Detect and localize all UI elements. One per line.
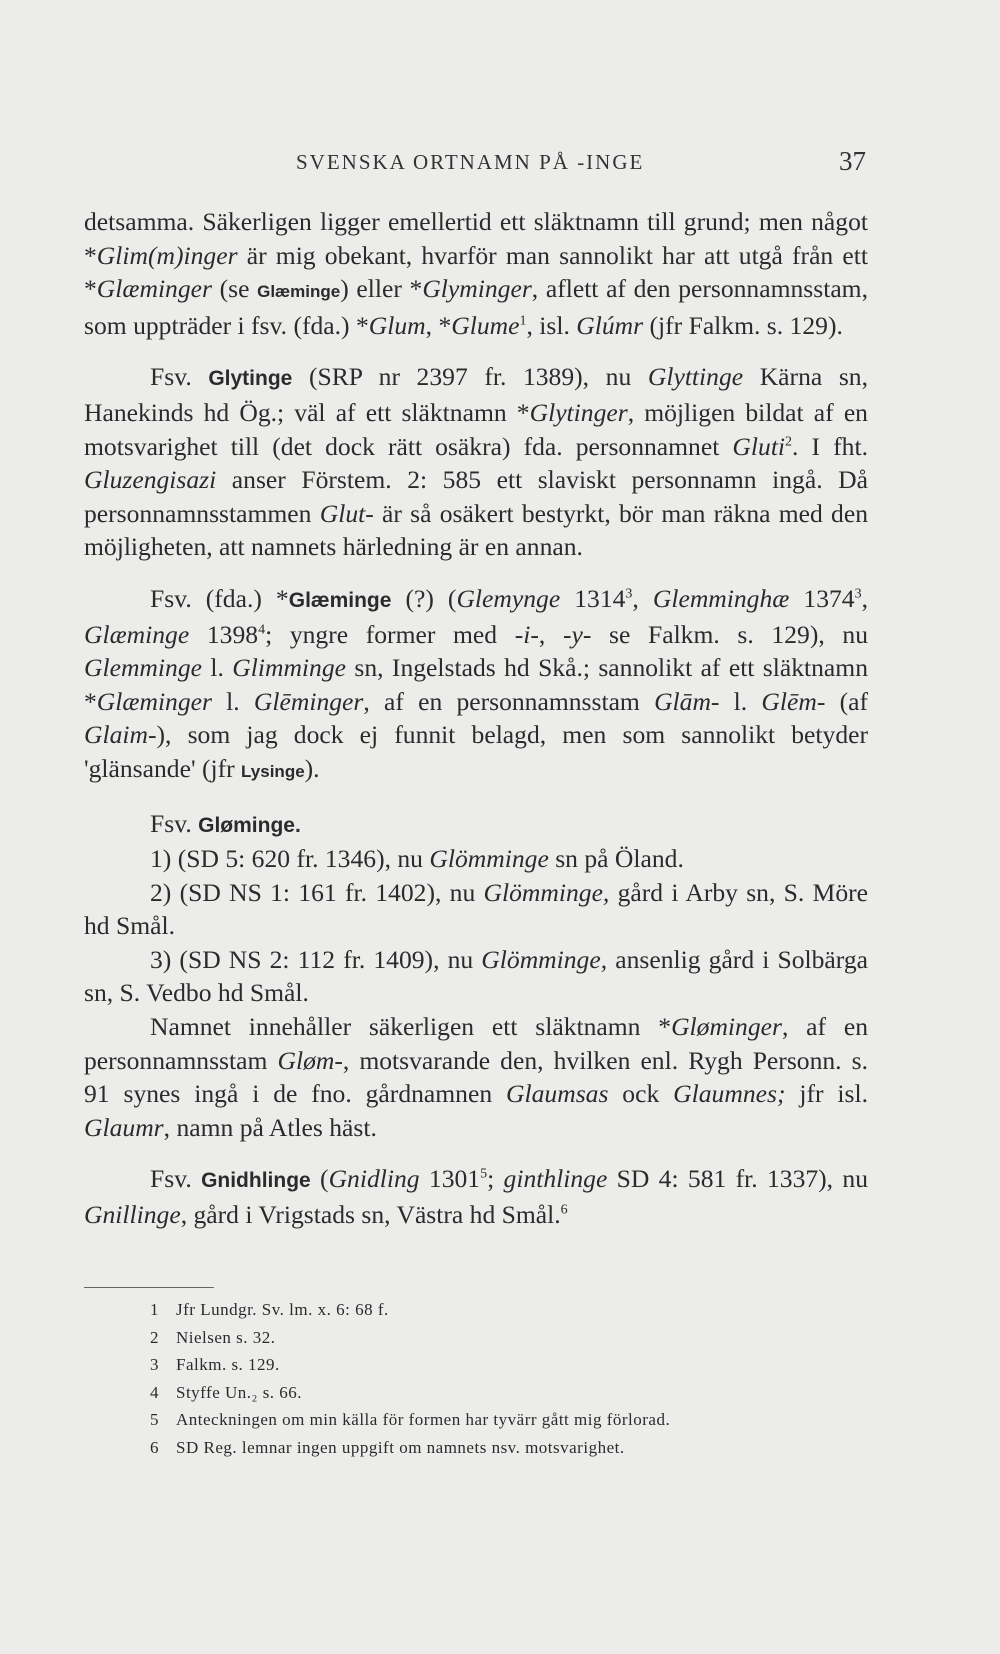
text-run: SD 4: 581 fr. 1337), nu [607, 1164, 868, 1194]
paragraph [84, 360, 868, 564]
italic-form: Glemminghæ [652, 583, 790, 613]
footnote-rule [84, 1287, 214, 1288]
paragraph [84, 943, 868, 1010]
text-run: ) eller * [340, 274, 423, 304]
footnote-marker: 2 [785, 434, 793, 450]
italic-form: Gnillinge [84, 1200, 181, 1230]
text-run: jfr isl. [785, 1079, 868, 1109]
paragraph [84, 582, 868, 789]
text-run: (jfr Falkm. s. 129). [643, 310, 843, 340]
italic-form: Glömminge, [483, 877, 610, 907]
text-run: ). [304, 753, 320, 783]
text-run: 1301 [419, 1164, 481, 1194]
text-run: , af en personnamnsstam [84, 1012, 868, 1075]
running-title: SVENSKA ORTNAMN PÅ -INGE [296, 150, 645, 174]
text-run: , * [425, 310, 452, 340]
italic-form: Glæminger [96, 274, 212, 304]
footnote-marker: 3 [854, 586, 862, 602]
italic-form: Glúmr [576, 310, 644, 340]
text-run: (?) ( [391, 583, 457, 613]
footnote-number: 5 [150, 1410, 159, 1429]
italic-form: Gnidling [328, 1164, 420, 1194]
italic-form: Glim(m)inger [96, 240, 238, 270]
italic-form: Glæminger [96, 686, 212, 716]
footnote-marker: 3 [625, 586, 633, 602]
text-run: detsamma. Säkerligen ligger emellertid ett släktnamn till grund; men något * [84, 207, 868, 270]
footnote-text: Styffe Un.₂ s. 66. [176, 1382, 303, 1402]
text-run: , aflett af den personnamnsstam, som uppträder i fsv. (fda.) * [84, 274, 868, 340]
text-run: , gård i Vrigstads sn, Västra hd Smål. [180, 1200, 561, 1230]
text-run: , motsvarande den, hvilken enl. Rygh Personn. s. 91 synes ingå i de fno. gårdnamnen [84, 1045, 868, 1109]
footnote-marker: 1 [519, 313, 527, 329]
footnote-text: Jfr Lundgr. Sv. lm. x. 6: 68 f. [176, 1300, 389, 1319]
text-run: Fsv. [150, 1164, 202, 1194]
text-run: l. [201, 653, 233, 683]
text-run: ock [608, 1079, 674, 1109]
text-run: (SRP nr 2397 fr. 1389), nu [292, 362, 648, 392]
cross-reference: Glæminge [257, 282, 341, 302]
cross-reference: Lysinge [241, 761, 305, 781]
text-run: ( [310, 1164, 329, 1194]
italic-form: Glemynge [456, 583, 561, 613]
italic-form: Glytinger [529, 397, 628, 427]
text-run: 1) (SD 5: 620 fr. 1346), nu [150, 844, 430, 874]
text-run: 1398 [189, 619, 259, 649]
footnote [150, 1406, 870, 1434]
italic-form: -i- [514, 619, 539, 649]
footnote-marker: 6 [560, 1202, 568, 1218]
text-run: Fsv. [150, 362, 209, 392]
italic-form: Glaumnes; [673, 1079, 786, 1109]
lemma-headword: Glæminge [288, 588, 392, 612]
text-run: 3) (SD NS 2: 112 fr. 1409), nu [150, 944, 482, 974]
text-run: l. [719, 686, 762, 716]
footnote-number: 3 [150, 1355, 159, 1374]
text-run: (af [825, 686, 868, 716]
footnote-text: Anteckningen om min källa för formen har tyvärr gått mig förlorad. [176, 1410, 671, 1429]
footnote-number: 6 [150, 1437, 159, 1457]
text-run: Fsv. [150, 808, 199, 838]
text-run: , [632, 583, 653, 613]
italic-form: Glemminge [84, 653, 202, 683]
italic-form: Glaumsas [506, 1079, 609, 1109]
text-run: gård i Arby sn, S. Möre hd Smål. [84, 877, 868, 941]
footnote-text: Nielsen s. 32. [176, 1327, 276, 1347]
italic-form: Glyminger [422, 274, 532, 304]
text-run: , [861, 583, 868, 613]
text-run: Namnet innehåller säkerligen ett släktnamn * [150, 1012, 672, 1042]
body-text [84, 205, 868, 1232]
footnote-marker: 4 [258, 622, 266, 637]
footnote-text: Falkm. s. 129. [176, 1355, 280, 1374]
footnotes [150, 1296, 870, 1461]
footnote-text: SD Reg. lemnar ingen uppgift om namnets nsv. motsvarighet. [176, 1437, 625, 1457]
italic-form: Glimminge [232, 653, 347, 683]
italic-form: -y- [562, 619, 592, 649]
text-run: ansenlig gård i Solbärga sn, S. Vedbo hd Smål. [84, 944, 868, 1008]
text-run: Fsv. (fda.) * [150, 583, 289, 613]
text-run: ; yngre former med [265, 619, 515, 649]
italic-form: Glæminge [84, 619, 190, 649]
lemma-headword: Gløminge. [198, 813, 301, 837]
text-run: 2) (SD NS 1: 161 fr. 1402), nu [150, 877, 484, 907]
text-run: sn på Öland. [548, 844, 684, 874]
text-run: 1314 [560, 583, 626, 613]
footnote-marker: 5 [480, 1166, 488, 1182]
italic-form: Glēm- [761, 686, 826, 716]
text-run: är mig obekant, hvarför man sannolikt har att utgå från ett * [84, 240, 868, 304]
italic-form: Glut- [319, 498, 374, 528]
italic-form: Glaim- [84, 720, 157, 750]
italic-form: Gluti [732, 431, 786, 461]
text-run: , [538, 619, 563, 649]
italic-form: Gluzengisazi [84, 465, 217, 495]
italic-form: Glume [451, 310, 520, 340]
italic-form: Glyttinge [647, 362, 744, 392]
lemma-headword: Gnidhlinge [201, 1169, 311, 1193]
page-number: 37 [839, 146, 866, 176]
italic-form: Gløm- [277, 1045, 343, 1075]
footnote [150, 1296, 870, 1324]
text-run: , namn på Atles häst. [163, 1112, 377, 1142]
footnote [150, 1351, 870, 1379]
italic-form: Glömminge, [481, 944, 608, 974]
paragraph [84, 205, 868, 342]
paragraph [84, 876, 868, 943]
text-run: 1374 [789, 583, 855, 613]
footnote-number: 2 [150, 1327, 159, 1347]
footnote [150, 1434, 870, 1462]
italic-form: Glaumr [84, 1112, 164, 1142]
italic-form: Glum [368, 310, 426, 340]
text-run: sn, Ingelstads hd Skå.; sannolikt af ett släktnamn * [84, 653, 868, 716]
italic-form: Glām- [654, 686, 720, 716]
footnote-number: 4 [150, 1382, 159, 1402]
text-run: anser Förstem. 2: 585 ett slaviskt personnamn ingå. Då personnamnsstammen [84, 465, 868, 528]
text-run: är så osäkert bestyrkt, bör man räkna med den möjligheten, att namnets härledning är en annan. [84, 498, 868, 562]
footnote [150, 1379, 870, 1407]
text-run: se Falkm. s. 129), nu [591, 619, 868, 649]
italic-form: Glömminge [429, 844, 549, 874]
running-header [84, 146, 866, 190]
italic-form: Glēminger [253, 686, 364, 716]
text-run: ; [487, 1164, 504, 1194]
italic-form: Gløminger [671, 1012, 782, 1042]
paragraph [84, 842, 868, 876]
text-run: ), som jag dock ej funnit belagd, men som sannolikt betyder 'glänsande' (jfr [84, 720, 868, 783]
footnote-number: 1 [150, 1300, 159, 1319]
text-run: (se [211, 274, 258, 304]
paragraph [84, 1162, 868, 1231]
text-run: Kärna sn, Hanekinds hd Ög.; väl af ett släktnamn * [84, 362, 868, 427]
paragraph [84, 807, 868, 843]
italic-form: ginthlinge [503, 1164, 608, 1194]
text-run: l. [211, 686, 254, 716]
text-run: , isl. [526, 310, 577, 340]
footnote [150, 1324, 870, 1352]
text-run: , af en personnamnsstam [363, 686, 655, 716]
lemma-headword: Glytinge [208, 367, 293, 391]
paragraph [84, 1010, 868, 1144]
text-run: . I fht. [792, 431, 868, 461]
text-run: , möjligen bildat af en motsvarighet till (det dock rätt osäkra) fda. personnamnet [84, 397, 868, 461]
